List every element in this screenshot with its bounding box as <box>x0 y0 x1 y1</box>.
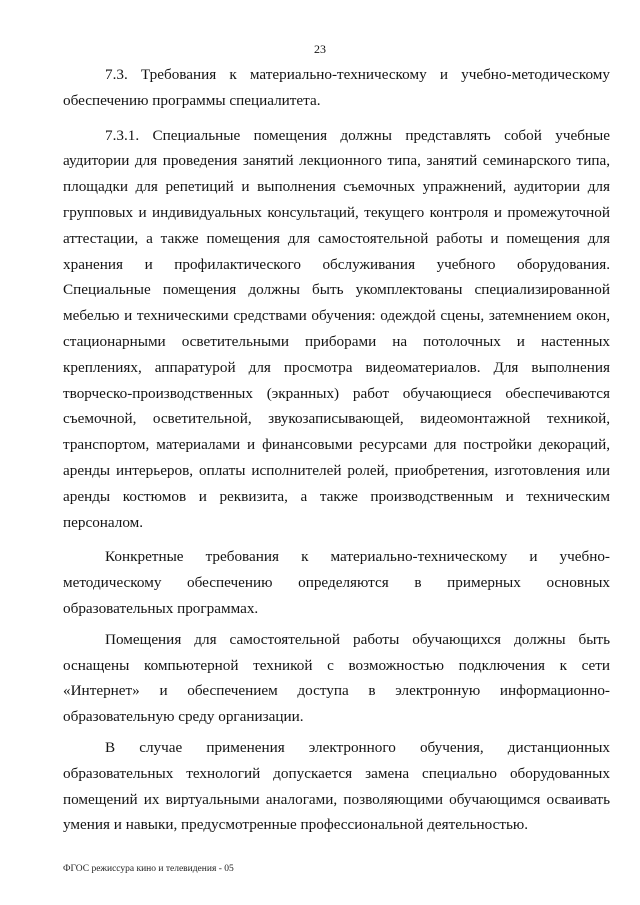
paragraph-specific-requirements: Конкретные требования к материально-техническому и учебно-методическому обеспечению определяются в примерных основных образовательных программах. <box>63 548 610 617</box>
document-body <box>63 62 610 847</box>
page-footer: ФГОС режиссура кино и телевидения - 05 <box>63 864 234 874</box>
paragraph-e-learning: В случае применения электронного обучения, дистанционных образовательных технологий допускается замена специально оборудованных помещений их виртуальными аналогами, позволяющими обучающимся осваивать умения и навыки, предусмотренные профессиональной деятельностью. <box>63 738 610 834</box>
section-heading-7-3: 7.3. Требования к материально-техническому и учебно-методическому обеспечению программы специалитета. <box>63 66 610 109</box>
paragraph-7-3-1: 7.3.1. Специальные помещения должны представлять собой учебные аудитории для проведения занятий лекционного типа, занятий семинарского типа, площадки для репетиций и выполнения съемочных упражнений, аудитории для групповых и индивидуальных консультаций, текущего контроля и промежуточной аттестации, а также помещения для самостоятельной работы и помещения для хранения и профилактического обслуживания учебного оборудования. Специальные помещения должны быть укомплектованы специализированной мебелью и техническими средствами обучения: одеждой сцены, затемнением окон, стационарными осветительными приборами на потолочных и настенных креплениях, аппаратурой для просмотра видеоматериалов. Для выполнения творческо-производственных (экранных) работ обучающиеся обеспечиваются съемочной, осветительной, звукозаписывающей, видеомонтажной техникой, транспортом, материалами и финансовыми ресурсами для постройки декораций, аренды интерьеров, оплаты исполнителей ролей, приобретения, изготовления или аренды костюмов и реквизита, а также производственным и техническим персоналом. <box>63 126 610 531</box>
page-number: 23 <box>314 42 326 56</box>
paragraph-self-study-rooms: Помещения для самостоятельной работы обучающихся должны быть оснащены компьютерной техникой с возможностью подключения к сети «Интернет» и обеспечением доступа в электронную информационно-образовательную среду организации. <box>63 630 610 726</box>
